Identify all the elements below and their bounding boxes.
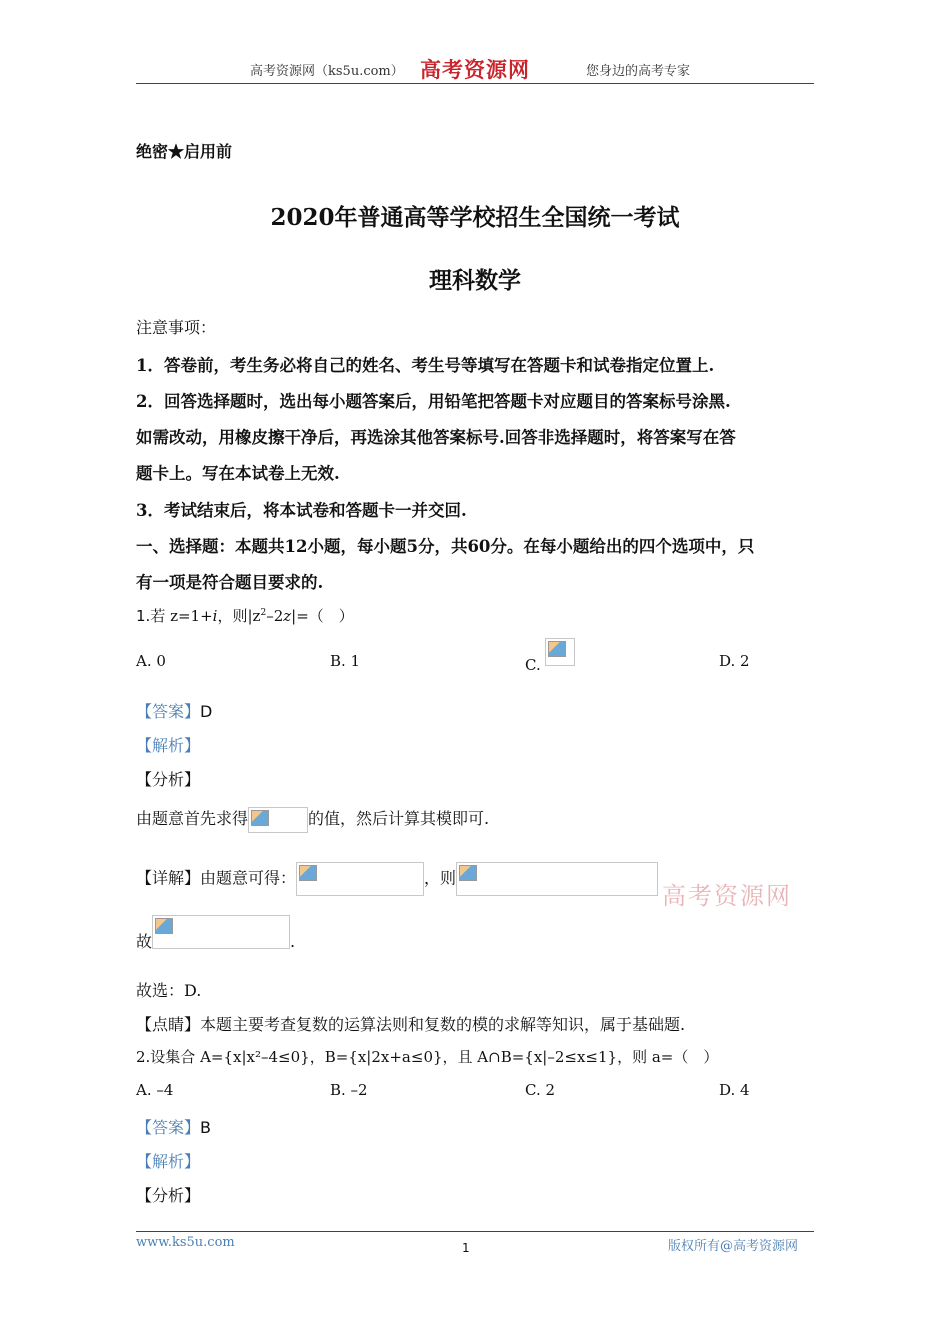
watermark: 高考资源网 bbox=[662, 882, 792, 910]
q1-option-c-label: C. bbox=[525, 656, 546, 674]
q2-analysis-tag: 【解析】 bbox=[136, 1152, 201, 1171]
header-left: 高考资源网（ks5u.com） bbox=[250, 64, 404, 79]
q2-option-b: B. –2 bbox=[330, 1081, 368, 1099]
q1-choose: 故选：D. bbox=[136, 981, 202, 1000]
page-title: 2020年普通高等学校招生全国统一考试 bbox=[270, 204, 680, 231]
q2-fenxi-tag: 【分析】 bbox=[136, 1186, 201, 1205]
q1-gu bbox=[136, 915, 295, 949]
q1-option-b: B. 1 bbox=[330, 652, 361, 670]
q1-answer-value: D bbox=[200, 702, 213, 721]
q1-option-a: A. 0 bbox=[136, 652, 166, 670]
q1-dianjing-tag: 【点睛】 bbox=[136, 1015, 201, 1034]
notice-item-3: 3．考试结束后，将本试卷和答题卡一并交回. bbox=[136, 501, 467, 520]
q1-gu-period: . bbox=[290, 931, 296, 951]
q1-text-i: i bbox=[212, 607, 218, 625]
question-2: 2.设集合 A={x|x²–4≤0}，B={x|2x+a≤0}，且 A∩B={x|–2≤x≤1}，则 a=（ ） bbox=[136, 1048, 719, 1066]
question-1-number: 1. bbox=[136, 607, 151, 625]
q1-text-a: 若 z=1+ bbox=[150, 607, 213, 625]
q1-dianjing bbox=[136, 1012, 685, 1035]
notice-item-1: 1．答卷前，考生务必将自己的姓名、考生号等填写在答题卡和试卷指定位置上. bbox=[136, 356, 715, 375]
q1-text-sup: 2 bbox=[260, 608, 267, 618]
q1-text-c: –2 bbox=[266, 607, 284, 625]
q1-option-c bbox=[525, 652, 575, 680]
q1-text-z: z bbox=[283, 607, 292, 625]
header-right: 您身边的高考专家 bbox=[586, 64, 691, 79]
q1-detail-tag: 【详解】 bbox=[136, 868, 201, 888]
q2-option-a: A. –4 bbox=[136, 1081, 174, 1099]
header-rule bbox=[136, 83, 814, 84]
q1-detail bbox=[136, 862, 658, 896]
footer-link[interactable]: www.ks5u.com bbox=[136, 1235, 235, 1250]
question-1 bbox=[136, 605, 354, 626]
q1-analysis-tag: 【解析】 bbox=[136, 736, 201, 755]
formula-image-icon bbox=[296, 862, 424, 896]
formula-image-icon bbox=[152, 915, 290, 949]
formula-image-icon bbox=[456, 862, 658, 896]
q1-option-d: D. 2 bbox=[719, 652, 750, 670]
broken-image-icon bbox=[545, 638, 575, 666]
q1-detail-pre: 由题意可得： bbox=[200, 868, 297, 888]
q1-fenxi-post: 的值，然后计算其模即可. bbox=[308, 809, 490, 828]
q2-answer bbox=[136, 1115, 211, 1138]
q1-dianjing-text: 本题主要考查复数的运算法则和复数的模的求解等知识，属于基础题. bbox=[200, 1015, 686, 1034]
header-logo: 高考资源网 bbox=[420, 57, 530, 82]
section-1-heading-cont: 有一项是符合题目要求的. bbox=[136, 573, 324, 592]
page-subtitle: 理科数学 bbox=[429, 267, 521, 294]
notice-heading: 注意事项： bbox=[136, 318, 217, 337]
q1-fenxi bbox=[136, 806, 489, 833]
page-number: 1 bbox=[462, 1241, 470, 1255]
q1-detail-mid: ，则 bbox=[424, 868, 457, 888]
footer-copyright: 版权所有@高考资源网 bbox=[668, 1239, 799, 1254]
formula-image-icon bbox=[248, 807, 308, 833]
q1-answer bbox=[136, 699, 212, 722]
q2-answer-value: B bbox=[200, 1118, 211, 1137]
secret-label: 绝密★启用前 bbox=[136, 142, 233, 161]
q1-gu-text: 故 bbox=[136, 931, 153, 951]
q1-text-b: ，则|z bbox=[217, 607, 261, 625]
q2-option-c: C. 2 bbox=[525, 1081, 556, 1099]
q1-answer-tag: 【答案】 bbox=[136, 702, 201, 721]
q2-answer-tag: 【答案】 bbox=[136, 1118, 201, 1137]
q1-fenxi-tag: 【分析】 bbox=[136, 770, 201, 789]
q2-option-d: D. 4 bbox=[719, 1081, 750, 1099]
notice-item-2-end: 题卡上。写在本试卷上无效. bbox=[136, 464, 340, 483]
q1-text-d: |=（ ） bbox=[291, 607, 354, 625]
section-1-heading: 一、选择题：本题共12小题，每小题5分，共60分。在每小题给出的四个选项中，只 bbox=[136, 537, 755, 556]
notice-item-2: 2．回答选择题时，选出每小题答案后，用铅笔把答题卡对应题目的答案标号涂黑. bbox=[136, 392, 731, 411]
footer-rule bbox=[136, 1231, 814, 1232]
notice-item-2-cont: 如需改动，用橡皮擦干净后，再选涂其他答案标号.回答非选择题时，将答案写在答 bbox=[136, 428, 736, 447]
q1-fenxi-pre: 由题意首先求得 bbox=[136, 809, 249, 828]
